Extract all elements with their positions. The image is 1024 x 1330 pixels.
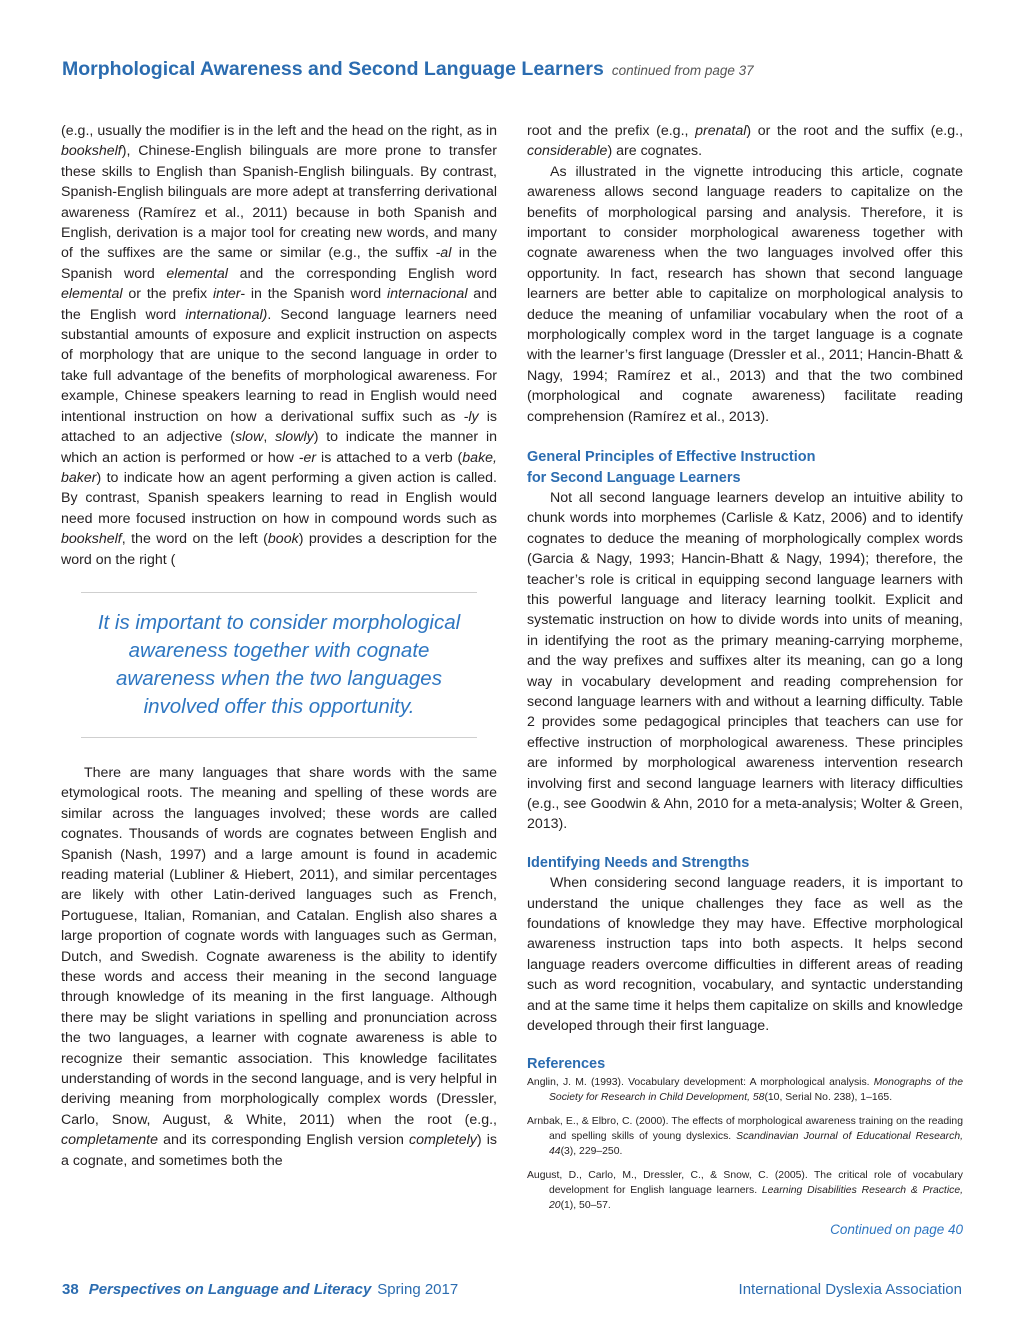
section-heading-references: References bbox=[527, 1056, 606, 1073]
organization-name: International Dyslexia Association bbox=[738, 1281, 962, 1298]
running-header bbox=[62, 58, 962, 81]
article-title: Morphological Awareness and Second Language Learners bbox=[62, 58, 604, 80]
reference-item: Anglin, J. M. (1993). Vocabulary development: A morphological analysis. Monographs of the Society for Research in Child Development, 58(10, Serial No. 238), 1–165. bbox=[527, 1076, 963, 1103]
section-heading-needs: Identifying Needs and Strengths bbox=[527, 854, 750, 871]
pull-quote: It is important to consider morphological awareness together with cognate awareness when the two languages involved offer this opportunity. bbox=[81, 592, 477, 738]
right-paragraph-1: root and the prefix (e.g., prenatal) or the root and the suffix (e.g., considerable) are cognates. bbox=[527, 123, 964, 160]
page-footer bbox=[62, 1281, 962, 1303]
right-paragraph-4: When considering second language readers, it is important to understand the unique challenges they face as well as the foundations of knowledge they may have. Effective morphological awareness instruction taps into both aspects. It helps second language readers overcome difficulties in different areas of reading such as word recognition, vocabulary, and syntactic understanding and at the same time it helps them capitalize on skills and knowledge developed through their first language. bbox=[527, 875, 963, 1035]
publication-name: Perspectives on Language and Literacy bbox=[88, 1281, 372, 1298]
left-paragraph-2: There are many languages that share words with the same etymological roots. The meaning and spelling of these words are similar across the languages involved; these words are called cognates. Thousands of words are cognates between English and Spanish (Nash, 1997) and a large amount is found in academic reading material (Lubliner & Hiebert, 2011), and similar percentages are likely with other Latin-derived languages such as French, Portuguese, Italian, Romanian, and Catalan. English also shares a large proportion of cognate words with languages such as German, Dutch, and Swedish. Cognate awareness is the ability to identify these words and access their meaning in the second language through knowledge of its meaning in the first language. Although there may be slight variations in spelling and pronunciation across the two languages, a learner with cognate awareness is able to recognize their semantic association. This knowledge facilitates understanding of words in the second language, and is very helpful in deriving meaning from morphologically complex words (Dressler, Carlo, Snow, August, & White, 2011) when the root (e.g., completamente and its corresponding English version completely) is a cognate, and sometimes both the bbox=[61, 764, 497, 1169]
right-column bbox=[527, 121, 963, 1237]
left-column bbox=[61, 121, 497, 1171]
reference-list bbox=[527, 1075, 963, 1213]
section-heading-principles: General Principles of Effective Instruction for Second Language Learners bbox=[527, 449, 816, 486]
page-number: 38 bbox=[62, 1281, 79, 1298]
reference-item: Arnbak, E., & Elbro, C. (2000). The effects of morphological awareness training on the reading and spelling skills of young dyslexics. Scandinavian Journal of Educational Research, 44(3), 229–250. bbox=[527, 1115, 964, 1157]
issue-season: Spring 2017 bbox=[377, 1281, 459, 1298]
right-paragraph-2: As illustrated in the vignette introducing this article, cognate awareness allows second language readers to capitalize on the benefits of morphological parsing and analysis. Therefore, it is important to consider morphological awareness together with cognate awareness when the two languages involved offer this opportunity. In fact, research has shown that second language learners are better able to capitalize on morphological analysis to deduce the meaning of unfamiliar vocabulary when the root of a morphologically complex word in the target language is a cognate with the learner’s first language (Dressler et al., 2011; Hancin-Bhatt & Nagy, 1994; Ramírez et al., 2013) and that the two combined (morphological and cognate awareness) facilitate reading comprehension (Ramírez et al., 2013). bbox=[527, 163, 963, 425]
continued-from-note: continued from page 37 bbox=[611, 63, 754, 78]
reference-item: August, D., Carlo, M., Dressler, C., & Snow, C. (2005). The critical role of vocabulary development for English language learners. Learning Disabilities Research & Practice, 20(1), 50–57. bbox=[527, 1169, 963, 1211]
continued-on-note: Continued on page 40 bbox=[830, 1221, 963, 1237]
right-paragraph-3: Not all second language learners develop an intuitive ability to chunk words into morphemes (Carlisle & Katz, 2006) and to identify cognates to deduce the meaning of morphologically complex words (Garcia & Nagy, 1993; Hancin-Bhatt & Nagy, 1994); therefore, the teacher’s role is critical in equipping second language learners with this powerful language and literacy learning toolkit. Explicit and systematic instruction on how to divide words into units of meaning, in identifying the root as the primary meaning-carrying morpheme, and the way prefixes and suffixes alter its meaning, can go a long way in vocabulary development and reading comprehension for second language learners with and without a learning difficulty. Table 2 provides some pedagogical principles that teachers can use for effective instruction of morphological awareness. These principles are informed by morphological awareness intervention research involving first and second language learners with literacy difficulties (e.g., see Goodwin & Ahn, 2010 for a meta-analysis; Wolter & Green, 2013). bbox=[527, 489, 963, 833]
left-paragraph-1: (e.g., usually the modifier is in the left and the head on the right, as in bookshelf), Chinese-English bilinguals are more prone to transfer these skills to English than Spanish-English bilinguals. By contrast, Spanish-English bilinguals are more adept at transferring derivational awareness (Ramírez et al., 2011) because in both Spanish and English, derivation is a major tool for creating new words, and many of the suffixes are the same or similar (e.g., the suffix -al in the Spanish word elemental and the corresponding English word elemental or the prefix inter- in the Spanish word internacional and the English word international). Second language learners need substantial amounts of exposure and explicit instruction on aspects of morphology that are unique to the second language in order to take full advantage of the benefits of morphological awareness. For example, Chinese speakers learning to read in English would need intentional instruction on how a derivational suffix such as -ly is attached to an adjective (slow, slowly) to indicate the manner in which an action is performed or how -er is attached to a verb (bake, baker) to indicate how an agent performing a given action is called. By contrast, Spanish speakers learning to read in English would need more focused instruction on how in compound words such as bookshelf, the word on the left (book) provides a description for the word on the right ( bbox=[61, 123, 498, 568]
